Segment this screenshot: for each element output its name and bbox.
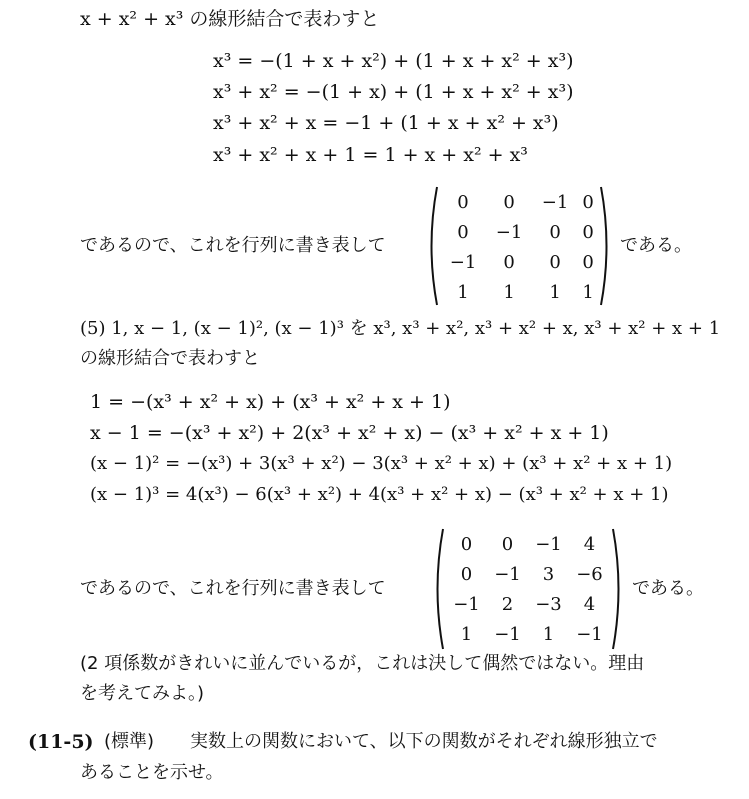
left-bracket	[430, 526, 446, 652]
problem-number: (11-5)	[28, 731, 94, 753]
right-bracket	[598, 184, 614, 308]
matrix-cell: 1	[457, 282, 469, 303]
matrix-cell: 0	[501, 534, 514, 555]
matrix-cell: 0	[582, 222, 594, 243]
section5-note-line2: を考えてみよ。)	[80, 683, 205, 704]
matrix-cell: 1	[503, 282, 515, 303]
section4-equation-4: x³ + x² + x + 1 = 1 + x + x² + x³	[213, 144, 528, 166]
matrix-cell: −3	[535, 594, 562, 615]
left-bracket	[424, 184, 440, 308]
section5-note-line1: (2 項係数がきれいに並んでいるが，これは決して偶然ではない。理由	[80, 653, 645, 674]
matrix-cell: −1	[495, 222, 523, 243]
matrix-cell: 0	[549, 222, 561, 243]
section5-matrix-tail: である。	[632, 578, 704, 599]
matrix-cell: 3	[542, 564, 555, 585]
matrix-cell: −1	[453, 594, 480, 615]
matrix-cell: 1	[582, 282, 594, 303]
matrix-cell: −1	[449, 252, 477, 273]
section4-matrix-lead: であるので、これを行列に書き表して	[80, 235, 386, 256]
matrix-cell: 0	[460, 534, 473, 555]
section5-matrix	[430, 526, 626, 652]
section5-equation-1: 1 = −(x³ + x² + x) + (x³ + x² + x + 1)	[90, 391, 451, 413]
matrix-cell: −1	[535, 534, 562, 555]
matrix-cell: 2	[501, 594, 514, 615]
section4-equation-2: x³ + x² = −(1 + x) + (1 + x + x² + x³)	[213, 81, 574, 103]
matrix-cell: 0	[582, 192, 594, 213]
matrix-cell: 0	[457, 192, 469, 213]
section4-intro: x + x² + x³ の線形結合で表わすと	[80, 8, 380, 30]
matrix-cell: −6	[576, 564, 603, 585]
section4-equation-3: x³ + x² + x = −1 + (1 + x + x² + x³)	[213, 112, 559, 134]
matrix-cell: −1	[541, 192, 569, 213]
matrix-cell: 0	[457, 222, 469, 243]
section4-matrix	[424, 184, 614, 308]
right-bracket	[610, 526, 626, 652]
matrix-cell: 0	[460, 564, 473, 585]
problem-text-line1: 実数上の関数において、以下の関数がそれぞれ線形独立で	[190, 731, 658, 752]
section4-equation-1: x³ = −(1 + x + x²) + (1 + x + x² + x³)	[213, 50, 574, 72]
section5-equation-3: (x − 1)² = −(x³) + 3(x³ + x²) − 3(x³ + x² + x) + (x³ + x² + x + 1)	[90, 453, 673, 474]
matrix-cell: 4	[583, 594, 596, 615]
matrix-cell: −1	[494, 624, 521, 645]
matrix-cell: 1	[549, 282, 561, 303]
matrix-cell: 0	[503, 252, 515, 273]
problem-level: (標準)	[104, 731, 155, 752]
matrix-cell: −1	[494, 564, 521, 585]
matrix-cell: 1	[542, 624, 555, 645]
problem-text-line2: あることを示せ。	[80, 762, 224, 783]
matrix-cell: 0	[549, 252, 561, 273]
section4-matrix-tail: である。	[620, 235, 692, 256]
matrix-cell: 0	[503, 192, 515, 213]
matrix-cell: 4	[583, 534, 596, 555]
section5-equation-2: x − 1 = −(x³ + x²) + 2(x³ + x² + x) − (x³ + x² + x + 1)	[90, 422, 609, 444]
section5-equation-4: (x − 1)³ = 4(x³) − 6(x³ + x²) + 4(x³ + x² + x) − (x³ + x² + x + 1)	[90, 484, 669, 505]
matrix-cell: 0	[582, 252, 594, 273]
matrix-cell: 1	[460, 624, 473, 645]
matrix-cell: −1	[576, 624, 603, 645]
section5-line1: (5) 1, x − 1, (x − 1)², (x − 1)³ を x³, x³ + x², x³ + x² + x, x³ + x² + x + 1	[80, 318, 721, 339]
section5-line2: の線形結合で表わすと	[80, 348, 260, 369]
section5-matrix-lead: であるので、これを行列に書き表して	[80, 578, 386, 599]
